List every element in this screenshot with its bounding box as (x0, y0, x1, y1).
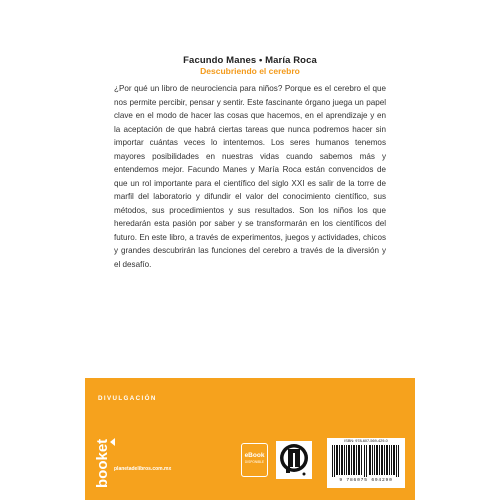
publisher-website: planetadelibros.com.mx (114, 466, 172, 472)
ebook-label: eBook (244, 452, 265, 459)
ebook-badge (241, 443, 268, 477)
planeta-logo-icon (276, 441, 312, 479)
booket-logo-icon (91, 428, 117, 490)
barcode-icon (329, 445, 403, 477)
isbn-barcode (327, 438, 405, 488)
ebook-available-label: DISPONIBLE (244, 460, 265, 464)
book-blurb: ¿Por qué un libro de neurociencia para niños? Porque es el cerebro el que nos permite percibir, pensar y sentir. Este fascinante órgano juega un papel clave en el modo de hacer las cosas que hacemos, en el aprendizaje y en la aceptación de que habrá ciertas tareas que nunca podremos hacer sin importar cuántas veces lo intentemos. Los seres humanos tenemos mayores posibilidades en nuestras vidas cuando sabemos más y entendemos mejor. Facundo Manes y María Roca están convencidos de que un rol importante para el científico del siglo XXI es salir de la torre de marfil del laboratorio y difundir el valor del conocimiento científico, sus métodos, sus procedimientos y sus resultados. Son los niños los que heredarán esta pasión por saber y se transformarán en los científicos del futuro. En este libro, a través de experimentos, juegos y actividades, chicos y grandes descubrirán las funciones del cerebro a través de la diversión y el desafío. (114, 84, 386, 269)
book-subtitle: Descubriendo el cerebro (200, 66, 300, 76)
isbn-number: 9 786075 694290 (339, 478, 393, 483)
isbn-label: ISBN: 978-607-569-429-0 (344, 439, 388, 443)
category-label: DIVULGACIÓN (98, 395, 157, 402)
book-authors: Facundo Manes • María Roca (183, 55, 317, 66)
booket-logo-text: booket (94, 438, 111, 488)
